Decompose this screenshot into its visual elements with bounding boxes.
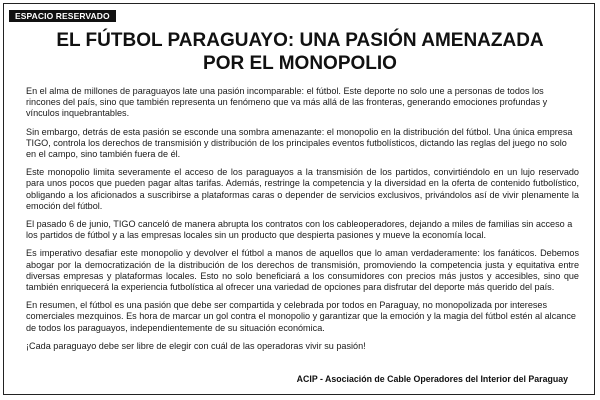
paragraph: En resumen, el fútbol es una pasión que debe ser compartida y celebrada por todos en Paraguay, no monopolizada por intereses comerciales mezquinos. Es hora de marcar un gol contra el monopolio y garantizar que la emoción y la magia del fútbol estén al alcance de todos los paraguayos, independientemente de su situación económica. [26, 300, 576, 333]
paragraph: Este monopolio limita severamente el acceso de los paraguayos a la transmisión de los partidos, convirtiéndolo en un lujo reservado para unos pocos que pueden pagar altas tarifas. Además, restringe la competencia y la diversidad en la oferta de contenido futbolístico, obligando a los aficionados a suscribirse a plataformas caras o depender de servicios exclusivos, privándolos así de vivir plenamente la emoción del fútbol. [26, 167, 579, 211]
signature: ACIP - Asociación de Cable Operadores del Interior del Paraguay [296, 374, 568, 384]
reserved-space-label: ESPACIO RESERVADO [9, 10, 116, 22]
paragraph: Sin embargo, detrás de esta pasión se esconde una sombra amenazante: el monopolio en la distribución del fútbol. Una única empresa TIGO, controla los derechos de transmisión y distribución de los principales eventos futbolísticos, dictando las reglas del juego no solo en el campo, sino también fuera de él. [26, 126, 573, 160]
headline [4, 29, 596, 75]
advertisement-panel [3, 3, 595, 395]
paragraph: En el alma de millones de paraguayos late una pasión incomparable: el fútbol. Este deporte no solo une a personas de todos los rincones del país, sino que también representa un fenómeno que va más allá de las fronteras, generando emociones profundas y vínculos inquebrantables. [26, 86, 548, 119]
paragraph: Es imperativo desafiar este monopolio y devolver el fútbol a manos de aquellos que lo aman verdaderamente: los fanáticos. Debemos abogar por la democratización de la distribución de los derechos de transmisión, promoviendo la competencia justa y equitativa entre diversas empresas y plataformas locales. Esto no solo beneficiará a los consumidores con precios más justos y accesibles, sino que también enriquecerá la experiencia futbolística al ofrecer una variedad de opciones para disfrutar del deporte más querido del país. [26, 248, 579, 293]
paragraph: El pasado 6 de junio, TIGO canceló de manera abrupta los contratos con los cableoperadores, dejando a miles de familias sin acceso a los partidos de fútbol y a las empresas locales sin un producto que despierta pasiones y mueve la economía local. [26, 219, 573, 241]
headline-line-2: POR EL MONOPOLIO [203, 53, 397, 74]
article-body [26, 86, 579, 359]
closing-line: ¡Cada paraguayo debe ser libre de elegir con cuál de las operadoras vivir su pasión! [26, 340, 366, 351]
headline-line-1: EL FÚTBOL PARAGUAYO: UNA PASIÓN AMENAZADA [56, 30, 544, 51]
